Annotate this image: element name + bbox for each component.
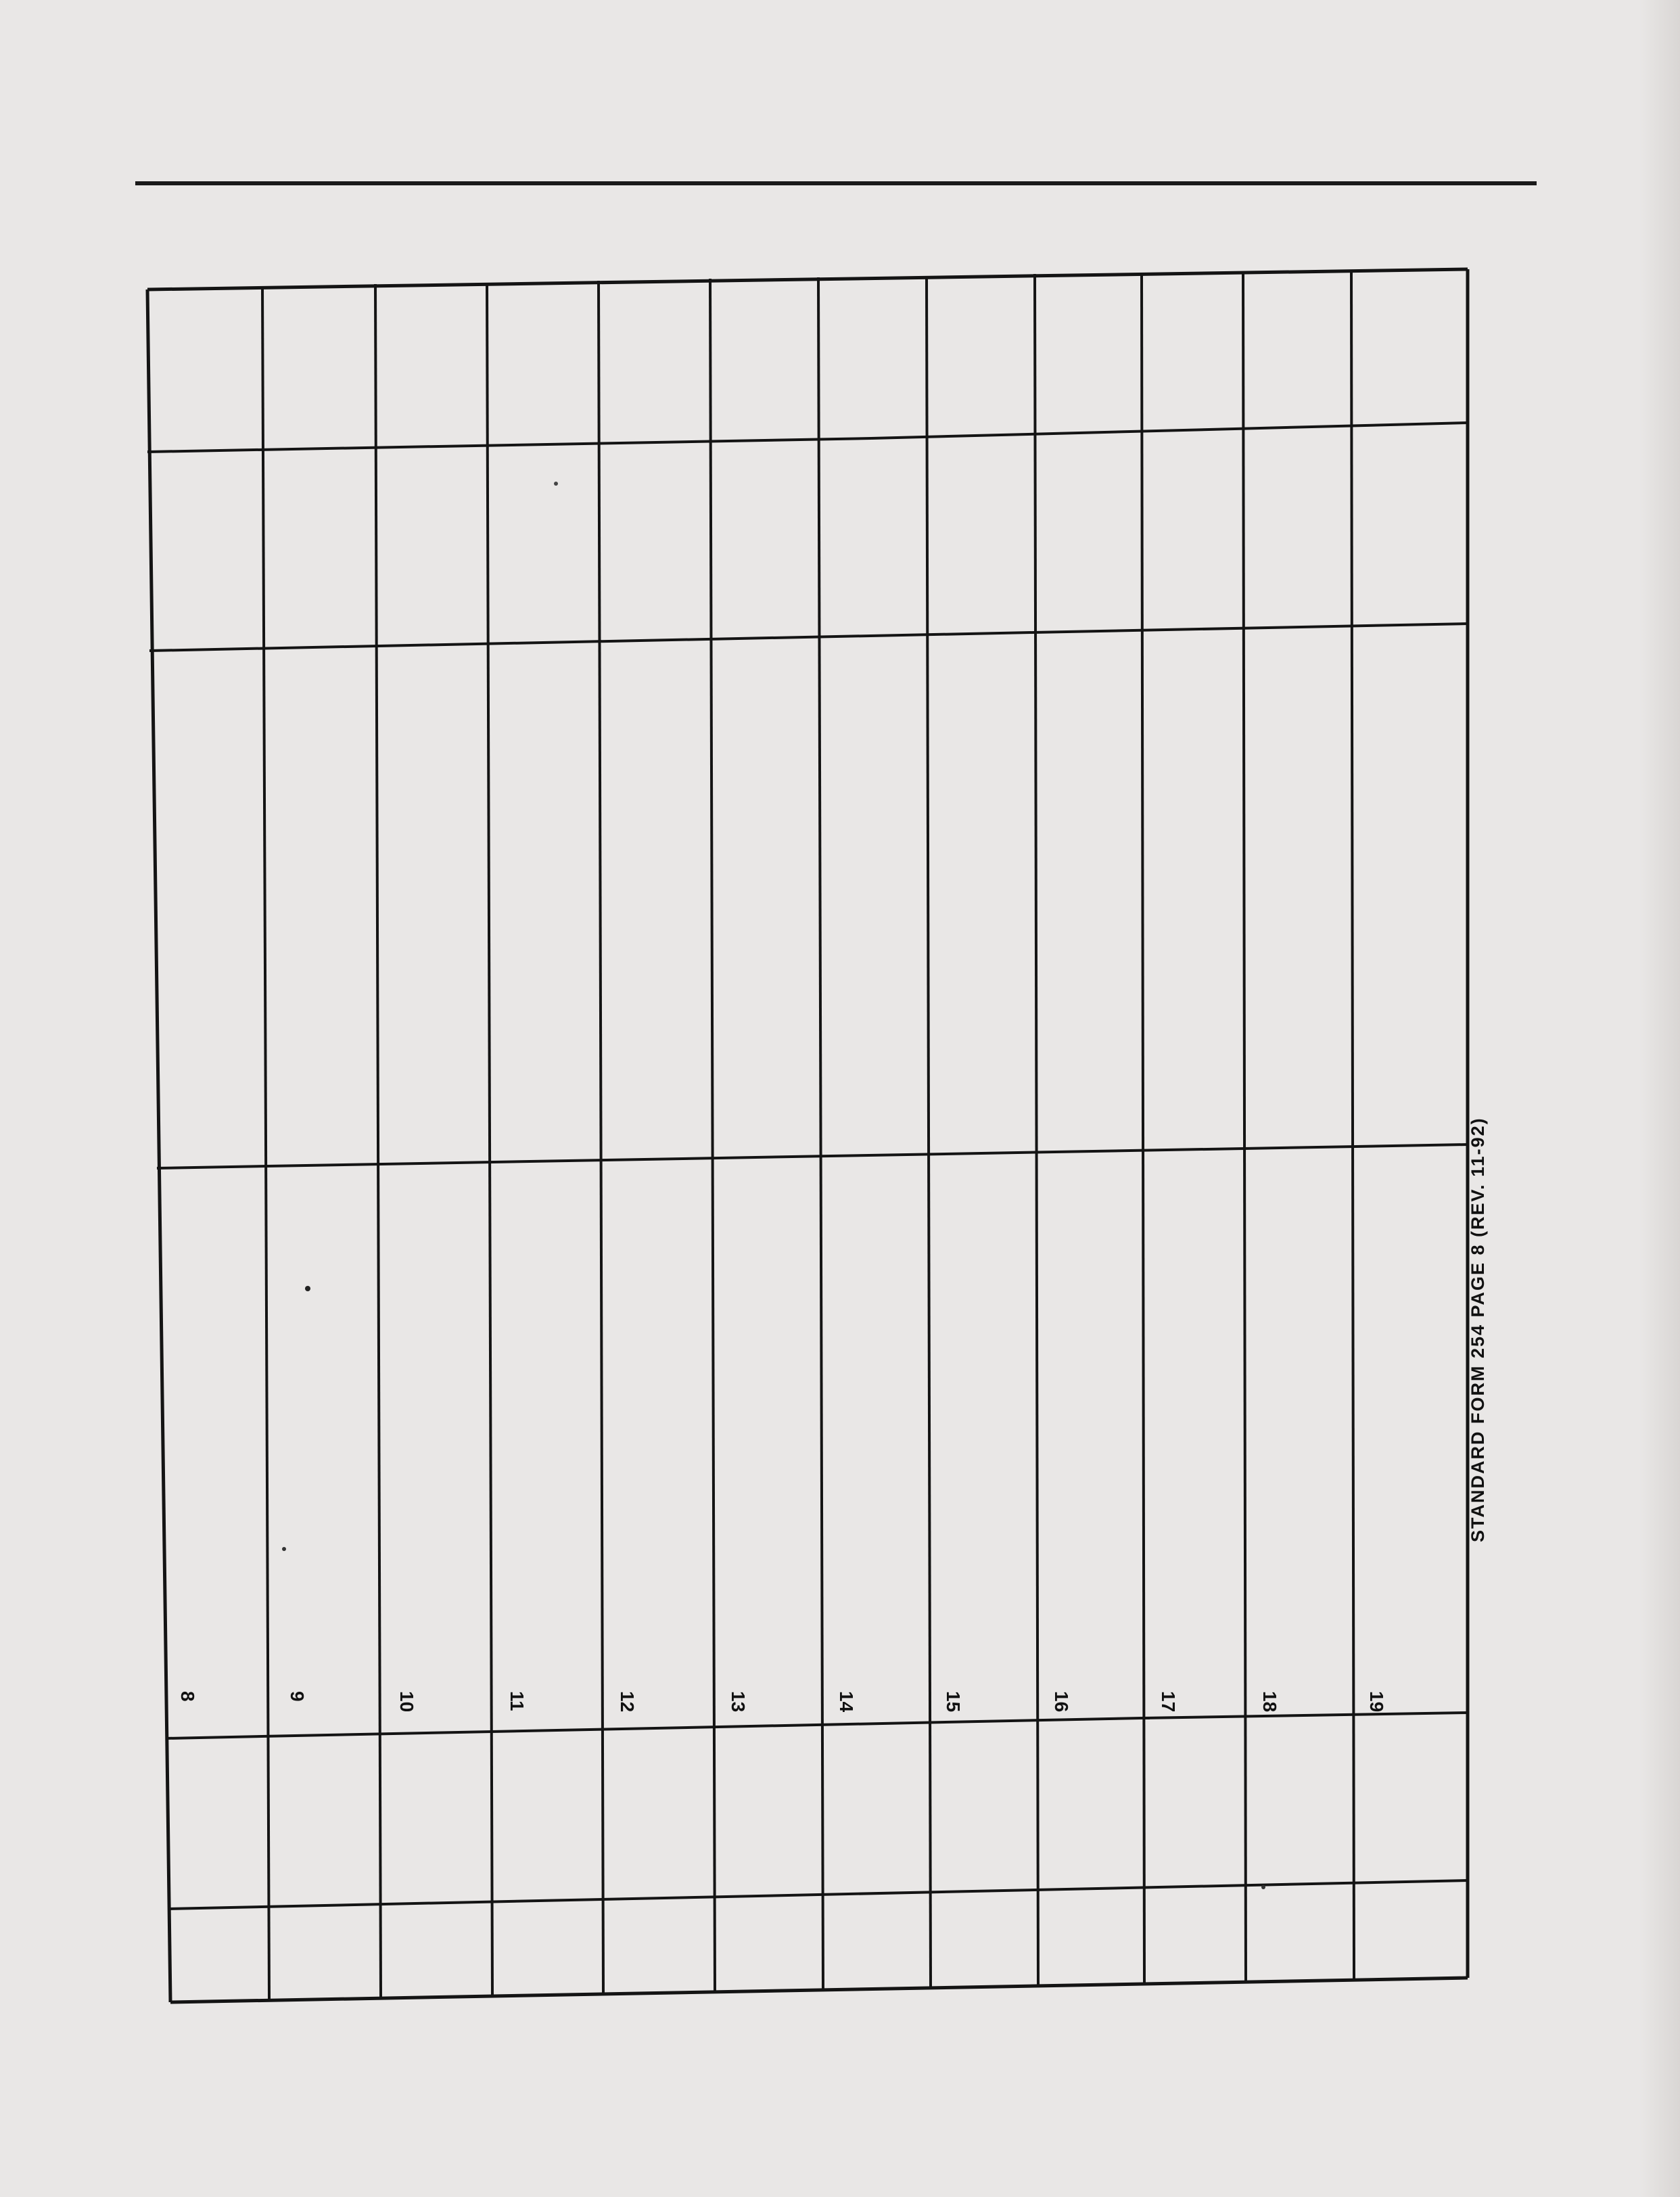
- column-divider: [1142, 1713, 1468, 1718]
- row-separator: [1351, 271, 1354, 1981]
- row-number-19: 19: [1366, 1691, 1387, 1713]
- row-separator: [1142, 273, 1144, 1985]
- column-divider: [149, 632, 1033, 651]
- scan-speck: [305, 1286, 310, 1291]
- row-number-18: 18: [1259, 1691, 1280, 1713]
- table-border-left: [147, 290, 170, 2002]
- column-divider: [147, 438, 871, 452]
- column-divider: [169, 1880, 1468, 1909]
- row-separator: [487, 283, 492, 1995]
- row-separator: [1243, 272, 1246, 1983]
- row-separator: [1035, 274, 1038, 1987]
- row-number-13: 13: [728, 1691, 749, 1713]
- row-separator: [599, 281, 603, 1993]
- column-divider: [1033, 624, 1468, 632]
- row-separator: [927, 276, 931, 1989]
- scan-speck: [282, 1547, 286, 1551]
- row-separator: [375, 284, 381, 1997]
- column-divider: [157, 1144, 1468, 1168]
- row-number-11: 11: [507, 1691, 528, 1711]
- row-number-12: 12: [617, 1691, 638, 1713]
- row-number-14: 14: [836, 1691, 857, 1713]
- row-separator: [710, 279, 715, 1992]
- table-border-bottom: [170, 1978, 1468, 2002]
- row-number-9: 9: [287, 1691, 308, 1702]
- form-footer-label: STANDARD FORM 254 PAGE 8 (REV. 11-92): [1468, 1117, 1488, 1542]
- row-number-17: 17: [1158, 1691, 1179, 1713]
- row-number-16: 16: [1051, 1691, 1072, 1713]
- scan-speck: [1261, 1885, 1265, 1889]
- scan-speck: [554, 482, 558, 486]
- row-number-8: 8: [177, 1691, 198, 1702]
- row-number-15: 15: [943, 1691, 964, 1713]
- table-border-top: [147, 269, 1468, 290]
- row-separator: [262, 287, 269, 1999]
- row-number-10: 10: [396, 1691, 417, 1713]
- column-divider: [166, 1718, 1142, 1738]
- column-divider: [871, 423, 1468, 438]
- row-separator: [818, 277, 823, 1990]
